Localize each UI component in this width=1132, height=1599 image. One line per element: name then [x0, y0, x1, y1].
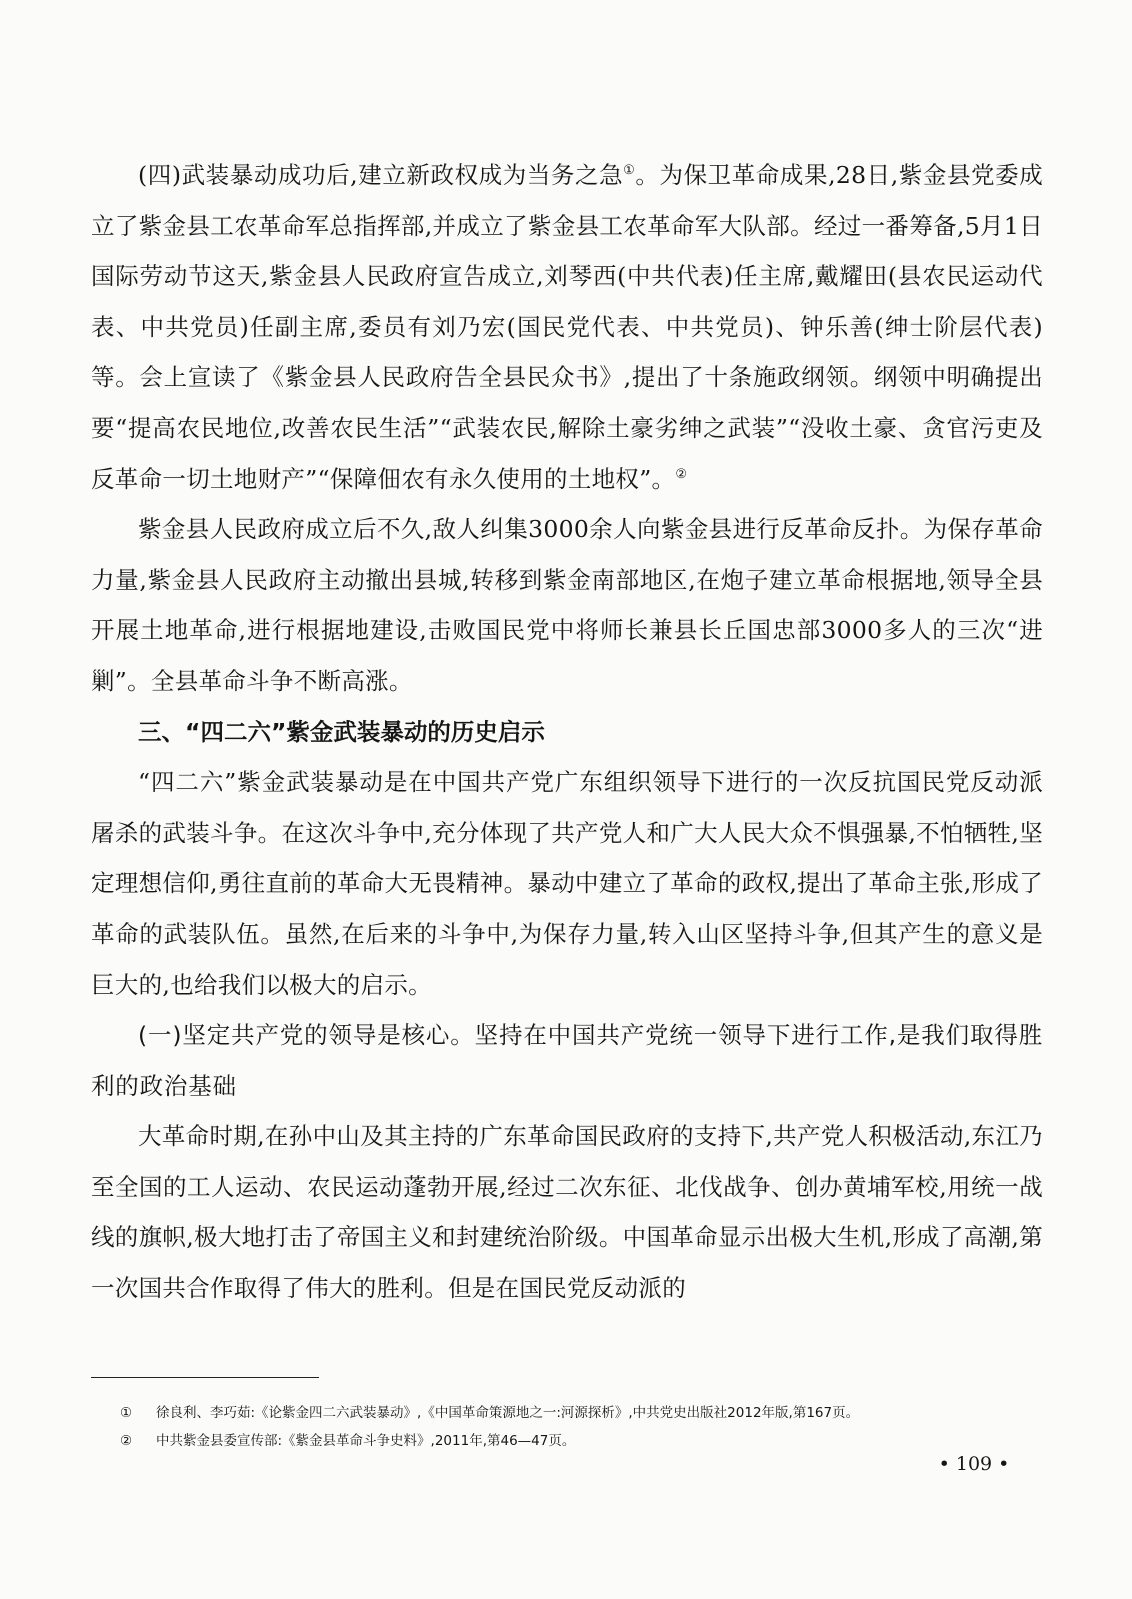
footnotes [120, 1399, 1040, 1455]
footnote-text: 中共紫金县委宣传部:《紫金县革命斗争史料》,2011年,第46—47页。 [156, 1433, 576, 1449]
footnote-1 [120, 1399, 1040, 1427]
paragraph-counterattack: 紫金县人民政府成立后不久,敌人纠集3000余人向紫金县进行反革命反扑。为保存革命力量,紫金县人民政府主动撤出县城,转移到紫金南部地区,在炮子建立革命根据地,领导全县开展土地革命,进行根据地建设,击败国民党中将师长兼县长丘国忠部3000多人的三次“进剿”。全县革命斗争不断高涨。 [91, 515, 1043, 695]
footnote-text: 徐良利、李巧茹:《论紫金四二六武装暴动》,《中国革命策源地之一:河源探析》,中共党史出版社2012年版,第167页。 [156, 1405, 860, 1421]
paragraph-significance: “四二六”紫金武装暴动是在中国共产党广东组织领导下进行的一次反抗国民党反动派屠杀的武装斗争。在这次斗争中,充分体现了共产党人和广大人民大众不惧强暴,不怕牺牲,坚定理想信仰,勇往直前的革命大无畏精神。暴动中建立了革命的政权,提出了革命主张,形成了革命的武装队伍。虽然,在后来的斗争中,为保存力量,转入山区坚持斗争,但其产生的意义是巨大的,也给我们以极大的启示。 [91, 768, 1043, 999]
paragraph-text: (四)武装暴动成功后,建立新政权成为当务之急 [138, 161, 624, 189]
footnote-ref-2: ② [675, 466, 688, 482]
footnote-mark: ② [120, 1433, 133, 1449]
paragraph-new-government [91, 150, 1043, 504]
footnote-2 [120, 1427, 1040, 1455]
paragraph-great-revolution: 大革命时期,在孙中山及其主持的广东革命国民政府的支持下,共产党人积极活动,东江乃至全国的工人运动、农民运动蓬勃开展,经过二次东征、北伐战争、创办黄埔军校,用统一战线的旗帜,极大地打击了帝国主义和封建统治阶级。中国革命显示出极大生机,形成了高潮,第一次国共合作取得了伟大的胜利。但是在国民党反动派的 [91, 1122, 1043, 1303]
subsection-heading: (一)坚定共产党的领导是核心。坚持在中国共产党统一领导下进行工作,是我们取得胜利的政治基础 [91, 1021, 1043, 1100]
footnote-ref-1: ① [623, 163, 636, 178]
page-number: • 109 • [938, 1453, 1010, 1475]
section-heading: 三、“四二六”紫金武装暴动的历史启示 [138, 717, 545, 746]
paragraph-text: 。为保卫革命成果,28日,紫金县党委成立了紫金县工农革命军总指挥部,并成立了紫金县工农革命军大队部。经过一番筹备,5月1日国际劳动节这天,紫金县人民政府宣告成立,刘琴西(中共代表)任主席,戴耀田(县农民运动代表、中共党员)任副主席,委员有刘乃宏(国民党代表、中共党员)、钟乐善(绅士阶层代表)等。会上宣读了《紫金县人民政府告全县民众书》,提出了十条施政纲领。纲领中明确提出要“提高农民地位,改善农民生活”“武装农民,解除土豪劣绅之武装”“没收土豪、贪官污吏及反革命一切土地财产”“保障佃农有永久使用的土地权”。 [91, 161, 1043, 493]
footnote-mark: ① [120, 1405, 133, 1421]
body-text [91, 150, 1043, 1314]
footnote-divider [91, 1377, 319, 1378]
